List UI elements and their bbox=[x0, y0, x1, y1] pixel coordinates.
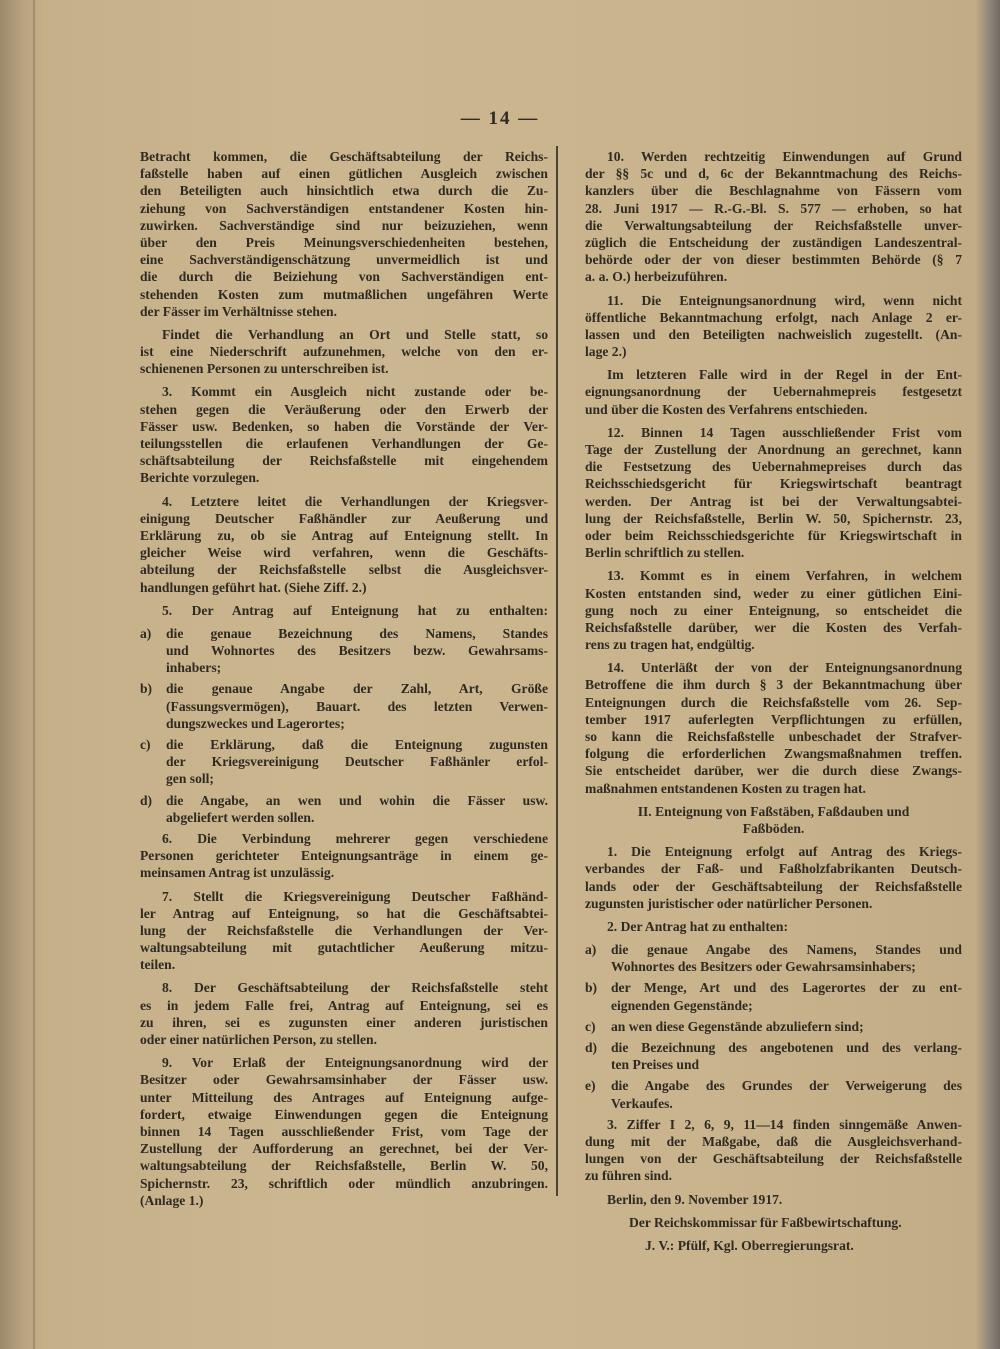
paragraph bbox=[140, 1054, 548, 1209]
text-line: dung mit der Maßgabe, daß die Ausgleichsverhand- bbox=[585, 1133, 962, 1149]
text-line: 12. Binnen 14 Tagen ausschließender Frist vom bbox=[607, 424, 962, 440]
text-line: der §§ 5c und d, 6c der Bekanntmachung des Reichs- bbox=[585, 166, 962, 182]
paragraph bbox=[585, 424, 962, 562]
paragraph bbox=[585, 292, 962, 361]
list-item-label: e) bbox=[585, 1078, 596, 1094]
paragraph bbox=[585, 567, 962, 653]
text-line: abteilung der Reichsfaßstelle selbst die Ausgleichsver- bbox=[140, 562, 548, 578]
text-line: oder beim Reichsschiedsgerichte für Kriegswirtschaft in bbox=[585, 527, 962, 543]
text-line: 9. Vor Erlaß der Enteignungsanordnung wird der bbox=[162, 1055, 548, 1071]
text-line: Betracht kommen, die Geschäftsabteilung der Reichs- bbox=[140, 149, 548, 164]
text-line: zugunsten juristischer oder natürlicher Personen. bbox=[585, 895, 873, 911]
paragraph bbox=[140, 493, 548, 596]
text-line: 3. Ziffer I 2, 6, 9, 11—14 finden sinngemäße Anwen- bbox=[607, 1116, 962, 1132]
text-line: 14. Unterläßt der von der Enteignungsanordnung bbox=[607, 660, 962, 676]
paragraph bbox=[140, 602, 548, 619]
signature-line bbox=[585, 1237, 962, 1254]
text-line: lage 2.) bbox=[585, 344, 627, 360]
text-line: der Kriegsvereinigung Deutscher Faßhänler erfol- bbox=[166, 754, 548, 770]
paragraph bbox=[585, 148, 962, 286]
text-line: 6. Die Verbindung mehrerer gegen verschiedene bbox=[162, 830, 548, 846]
text-line: Berlin schriftlich zu stellen. bbox=[585, 545, 745, 561]
text-line: ler Antrag auf Enteignung, so hat die Geschäftsabtei- bbox=[140, 905, 548, 921]
text-line: Zustellung der Aufforderung an gerechnet, bei der Ver- bbox=[140, 1141, 548, 1157]
text-line: maßnahmen entstandenen Kosten zu tragen hat. bbox=[585, 780, 866, 796]
text-line: rens zu tragen hat, endgültig. bbox=[585, 637, 755, 653]
text-line: Verkaufes. bbox=[611, 1095, 673, 1111]
text-line: über den Preis Meinungsverschiedenheiten bestehen, bbox=[140, 234, 548, 250]
text-line: Findet die Verhandlung an Ort und Stelle statt, so bbox=[162, 326, 548, 342]
text-line: 3. Kommt ein Ausgleich nicht zustande oder be- bbox=[162, 384, 548, 400]
text-line: Betroffene die ihm durch § 3 der Bekanntmachung über bbox=[585, 677, 962, 693]
paragraph bbox=[585, 843, 962, 912]
list-item bbox=[585, 1077, 962, 1111]
text-line: Erklärung zu, ob sie Antrag auf Enteignung stellt. In bbox=[140, 527, 548, 543]
text-line: an wen diese Gegenstände abzuliefern sind; bbox=[611, 1018, 864, 1034]
text-line: schäftsabteilung der Reichsfaßstelle mit eingehendem bbox=[140, 453, 548, 469]
text-line: 8. Der Geschäftsabteilung der Reichsfaßstelle steht bbox=[162, 980, 548, 996]
text-line: der Fässer im Verhältnisse stehen. bbox=[140, 303, 337, 319]
text-line: folgung die erforderlichen Zwangsmaßnahmen treffen. bbox=[585, 746, 962, 762]
text-line: so kann die Reichsfaßstelle unbeschadet der Strafver- bbox=[585, 729, 962, 744]
text-line: die genaue Angabe der Zahl, Art, Größe bbox=[166, 681, 548, 697]
signature-line bbox=[585, 1191, 962, 1208]
text-line: lung der Reichsfaßstelle, Berlin W. 50, Spichernstr. 23, bbox=[585, 510, 962, 526]
text-line: oder einer natürlichen Person, zu stellen. bbox=[140, 1032, 377, 1047]
text-line: Kosten entstanden sind, weder zu einer gütlichen Eini- bbox=[585, 585, 962, 601]
right-text-column bbox=[585, 148, 962, 1260]
text-line: faßstelle haben auf einen gütlichen Ausgleich zwischen bbox=[140, 166, 548, 182]
text-line: 4. Letztere leitet die Verhandlungen der Kriegsver- bbox=[162, 493, 548, 509]
text-line: die Angabe des Grundes der Verweigerung des bbox=[611, 1078, 962, 1094]
text-line: stehenden Kosten zum mutmaßlichen ungefähren Werte bbox=[140, 286, 548, 302]
list-item-label: c) bbox=[585, 1018, 596, 1034]
text-line: 2. Der Antrag hat zu enthalten: bbox=[607, 918, 788, 934]
text-line: eignenden Gegenstände; bbox=[611, 997, 753, 1013]
text-line: gung noch zu einer Enteignung, so entscheidet die bbox=[585, 602, 962, 618]
text-line: lung der Reichsfaßstelle die Verhandlungen der Ver- bbox=[140, 922, 548, 938]
text-line: zu führen sind. bbox=[585, 1168, 673, 1184]
text-line: stehen gegen die Veräußerung oder den Erwerb der bbox=[140, 401, 548, 417]
text-line: die genaue Angabe des Namens, Standes und bbox=[611, 942, 962, 958]
text-line: Wohnortes des Besitzers oder Gewahrsamsinhabers; bbox=[611, 959, 916, 975]
text-line: werden. Der Antrag ist bei der Verwaltungsabtei- bbox=[585, 493, 962, 509]
text-line: Reichsschiedsgericht für Kriegswirtschaft beantragt bbox=[585, 476, 962, 492]
page-number: — 14 — bbox=[460, 108, 540, 129]
text-line: II. Enteignung von Faßstäben, Faßdauben und bbox=[637, 803, 910, 819]
text-line: handlungen geführt hat. (Siehe Ziff. 2.) bbox=[140, 579, 367, 595]
text-line: 5. Der Antrag auf Enteignung hat zu enthalten: bbox=[162, 602, 548, 618]
text-line: unter Mitteilung des Antrages auf Enteignung aufge- bbox=[140, 1089, 548, 1105]
text-line: Tage der Zustellung der Anordnung an gerechnet, kann bbox=[585, 442, 962, 457]
text-line: behörde oder der von dieser bestimmten Behörde (§ 7 bbox=[585, 252, 962, 268]
list-item bbox=[585, 979, 962, 1013]
text-line: die Bezeichnung des angebotenen und des verlang- bbox=[611, 1040, 962, 1055]
text-line: (Anlage 1.) bbox=[140, 1192, 204, 1208]
text-line: ten Preises und bbox=[611, 1057, 700, 1073]
text-line: 10. Werden rechtzeitig Einwendungen auf Grund bbox=[607, 149, 962, 164]
text-line: Fässer usw. Bedenken, so haben die Vorstände der Ver- bbox=[140, 418, 548, 434]
section-heading bbox=[585, 803, 962, 837]
text-line: und über die Kosten des Verfahrens entschieden. bbox=[585, 401, 868, 417]
binding-edge bbox=[33, 0, 35, 1349]
text-line: eignungsanordnung der Uebernahmepreis festgesetzt bbox=[585, 384, 962, 400]
list-item bbox=[140, 792, 548, 826]
text-line: meinsamen Antrag ist unzulässig. bbox=[140, 865, 335, 881]
text-line: es in jedem Falle frei, Antrag auf Enteignung, sei es bbox=[140, 997, 548, 1013]
text-line: zuwirken. Sachverständige sind nur beizuziehen, wenn bbox=[140, 217, 548, 233]
text-line: verbandes der Faß- und Faßholzfabrikanten Deutsch- bbox=[585, 861, 962, 877]
text-line: waltungsabteilung mit gutachtlicher Aeußerung mitzu- bbox=[140, 940, 548, 956]
text-line: die Verwaltungsabteilung der Reichsfaßstelle unver- bbox=[585, 217, 962, 233]
paragraph bbox=[585, 366, 962, 418]
text-line: 11. Die Enteignungsanordnung wird, wenn nicht bbox=[607, 292, 962, 308]
text-line: binnen 14 Tagen ausschließender Frist, vom Tage der bbox=[140, 1123, 548, 1139]
text-line: die genaue Bezeichnung des Namens, Standes bbox=[166, 625, 548, 641]
text-line: lands oder der Geschäftsabteilung der Reichsfaßstelle bbox=[585, 878, 962, 894]
paragraph bbox=[585, 659, 962, 797]
list-item bbox=[140, 625, 548, 677]
text-line: ist eine Niederschrift aufzunehmen, welche von den er- bbox=[140, 344, 548, 360]
text-line: die durch die Beiziehung von Sachverständigen ent- bbox=[140, 269, 548, 285]
list-item-label: a) bbox=[140, 625, 152, 641]
text-line: 13. Kommt es in einem Verfahren, in welchem bbox=[607, 568, 962, 584]
text-line: abgeliefert werden sollen. bbox=[166, 809, 315, 825]
paragraph bbox=[140, 383, 548, 486]
text-line: waltungsabteilung der Reichsfaßstelle, Berlin W. 50, bbox=[140, 1158, 548, 1174]
text-line: Faßböden. bbox=[742, 820, 805, 836]
text-line: J. V.: Pfülf, Kgl. Oberregierungsrat. bbox=[645, 1237, 854, 1253]
text-line: die Festsetzung des Uebernahmepreises durch das bbox=[585, 459, 962, 475]
text-line: teilungsstellen die erlaufenen Verhandlungen der Ge- bbox=[140, 436, 548, 451]
text-line: Berichte vorzulegen. bbox=[140, 470, 260, 486]
text-line: 1. Die Enteignung erfolgt auf Antrag des Kriegs- bbox=[607, 844, 962, 860]
text-line: Besitzer oder Gewahrsamsinhaber der Fässer usw. bbox=[140, 1072, 548, 1088]
text-line: tember 1917 auferlegten Verpflichtungen zu erfüllen, bbox=[585, 711, 962, 727]
text-line: (Fassungsvermögen), Bauart. des letzten Verwen- bbox=[166, 698, 548, 714]
text-line: Der Reichskommissar für Faßbewirtschaftung. bbox=[629, 1214, 902, 1230]
text-line: gen soll; bbox=[166, 771, 214, 787]
signature-line bbox=[585, 1214, 962, 1231]
list-item bbox=[585, 941, 962, 975]
text-line: lassen und den Beteiligten nachweislich zugestellt. (An- bbox=[585, 326, 962, 342]
text-line: der Menge, Art und des Lagerortes der zu ent- bbox=[611, 980, 962, 996]
text-line: züglich die Entscheidung der zuständigen Landeszentral- bbox=[585, 234, 962, 250]
text-line: Sie entscheidet darüber, wer die durch diese Zwangs- bbox=[585, 763, 962, 779]
text-line: die Erklärung, daß die Enteignung zugunsten bbox=[166, 737, 548, 752]
text-line: und Wohnortes des Besitzers bezw. Gewahrsams- bbox=[166, 643, 548, 659]
list-item bbox=[140, 680, 548, 732]
list-item bbox=[140, 736, 548, 788]
text-line: Enteignungen durch die Reichsfaßstelle vom 26. Sep- bbox=[585, 694, 962, 710]
paragraph bbox=[585, 918, 962, 935]
paragraph bbox=[140, 326, 548, 378]
list-item bbox=[585, 1018, 962, 1035]
text-line: kanzlers über die Beschlagnahme von Fässern vom bbox=[585, 183, 962, 199]
left-text-column bbox=[140, 148, 548, 1215]
text-line: Spichernstr. 23, schriftlich oder mündlich anzubringen. bbox=[140, 1175, 548, 1191]
text-line: schienenen Personen zu unterschreiben ist. bbox=[140, 361, 389, 377]
text-line: die Angabe, an wen und wohin die Fässer usw. bbox=[166, 792, 548, 808]
text-line: 7. Stellt die Kriegsvereinigung Deutscher Faßhänd- bbox=[162, 888, 548, 904]
paragraph bbox=[140, 830, 548, 882]
text-line: den Beteiligten auch hinsichtlich etwa durch die Zu- bbox=[140, 183, 548, 199]
list-item-label: a) bbox=[585, 942, 597, 958]
list-item-label: b) bbox=[585, 980, 598, 996]
paragraph bbox=[585, 1116, 962, 1185]
list-item-label: b) bbox=[140, 681, 153, 697]
text-line: öffentliche Bekanntmachung erfolgt, nach Anlage 2 er- bbox=[585, 309, 962, 325]
list-item-label: d) bbox=[140, 792, 153, 808]
text-line: einigung Deutscher Faßhändler zur Aeußerung und bbox=[140, 510, 548, 526]
list-item-label: d) bbox=[585, 1040, 598, 1055]
text-line: Reichsfaßstelle darüber, wer die Kosten des Verfah- bbox=[585, 619, 962, 635]
paragraph bbox=[140, 888, 548, 974]
text-line: dungszweckes und Lagerortes; bbox=[166, 715, 345, 731]
text-line: Personen gerichteter Enteignungsanträge in einem ge- bbox=[140, 848, 548, 864]
text-line: inhabers; bbox=[166, 660, 222, 676]
list-item-label: c) bbox=[140, 737, 151, 752]
text-line: Berlin, den 9. November 1917. bbox=[607, 1191, 783, 1207]
text-line: zu ihren, sei es zugunsten einer anderen juristischen bbox=[140, 1014, 548, 1030]
text-line: gleicher Weise wird verfahren, wenn die Geschäfts- bbox=[140, 545, 548, 561]
text-line: teilen. bbox=[140, 957, 176, 973]
paragraph bbox=[140, 979, 548, 1048]
text-line: fordert, etwaige Einwendungen gegen die Enteignung bbox=[140, 1106, 548, 1122]
text-line: eine Sachverständigenschätzung unvermeidlich ist und bbox=[140, 252, 548, 268]
list-item bbox=[585, 1039, 962, 1073]
text-line: a. a. O.) herbeizuführen. bbox=[585, 269, 728, 285]
column-divider bbox=[556, 146, 558, 1196]
text-line: lungen von der Geschäftsabteilung der Reichsfaßstelle bbox=[585, 1151, 962, 1167]
paragraph bbox=[140, 148, 548, 320]
text-line: ziehung von Sachverständigen entstandener Kosten hin- bbox=[140, 200, 548, 216]
text-line: Im letzteren Falle wird in der Regel in der Ent- bbox=[607, 367, 962, 383]
text-line: 28. Juni 1917 — R.-G.-Bl. S. 577 — erhoben, so hat bbox=[585, 200, 962, 216]
